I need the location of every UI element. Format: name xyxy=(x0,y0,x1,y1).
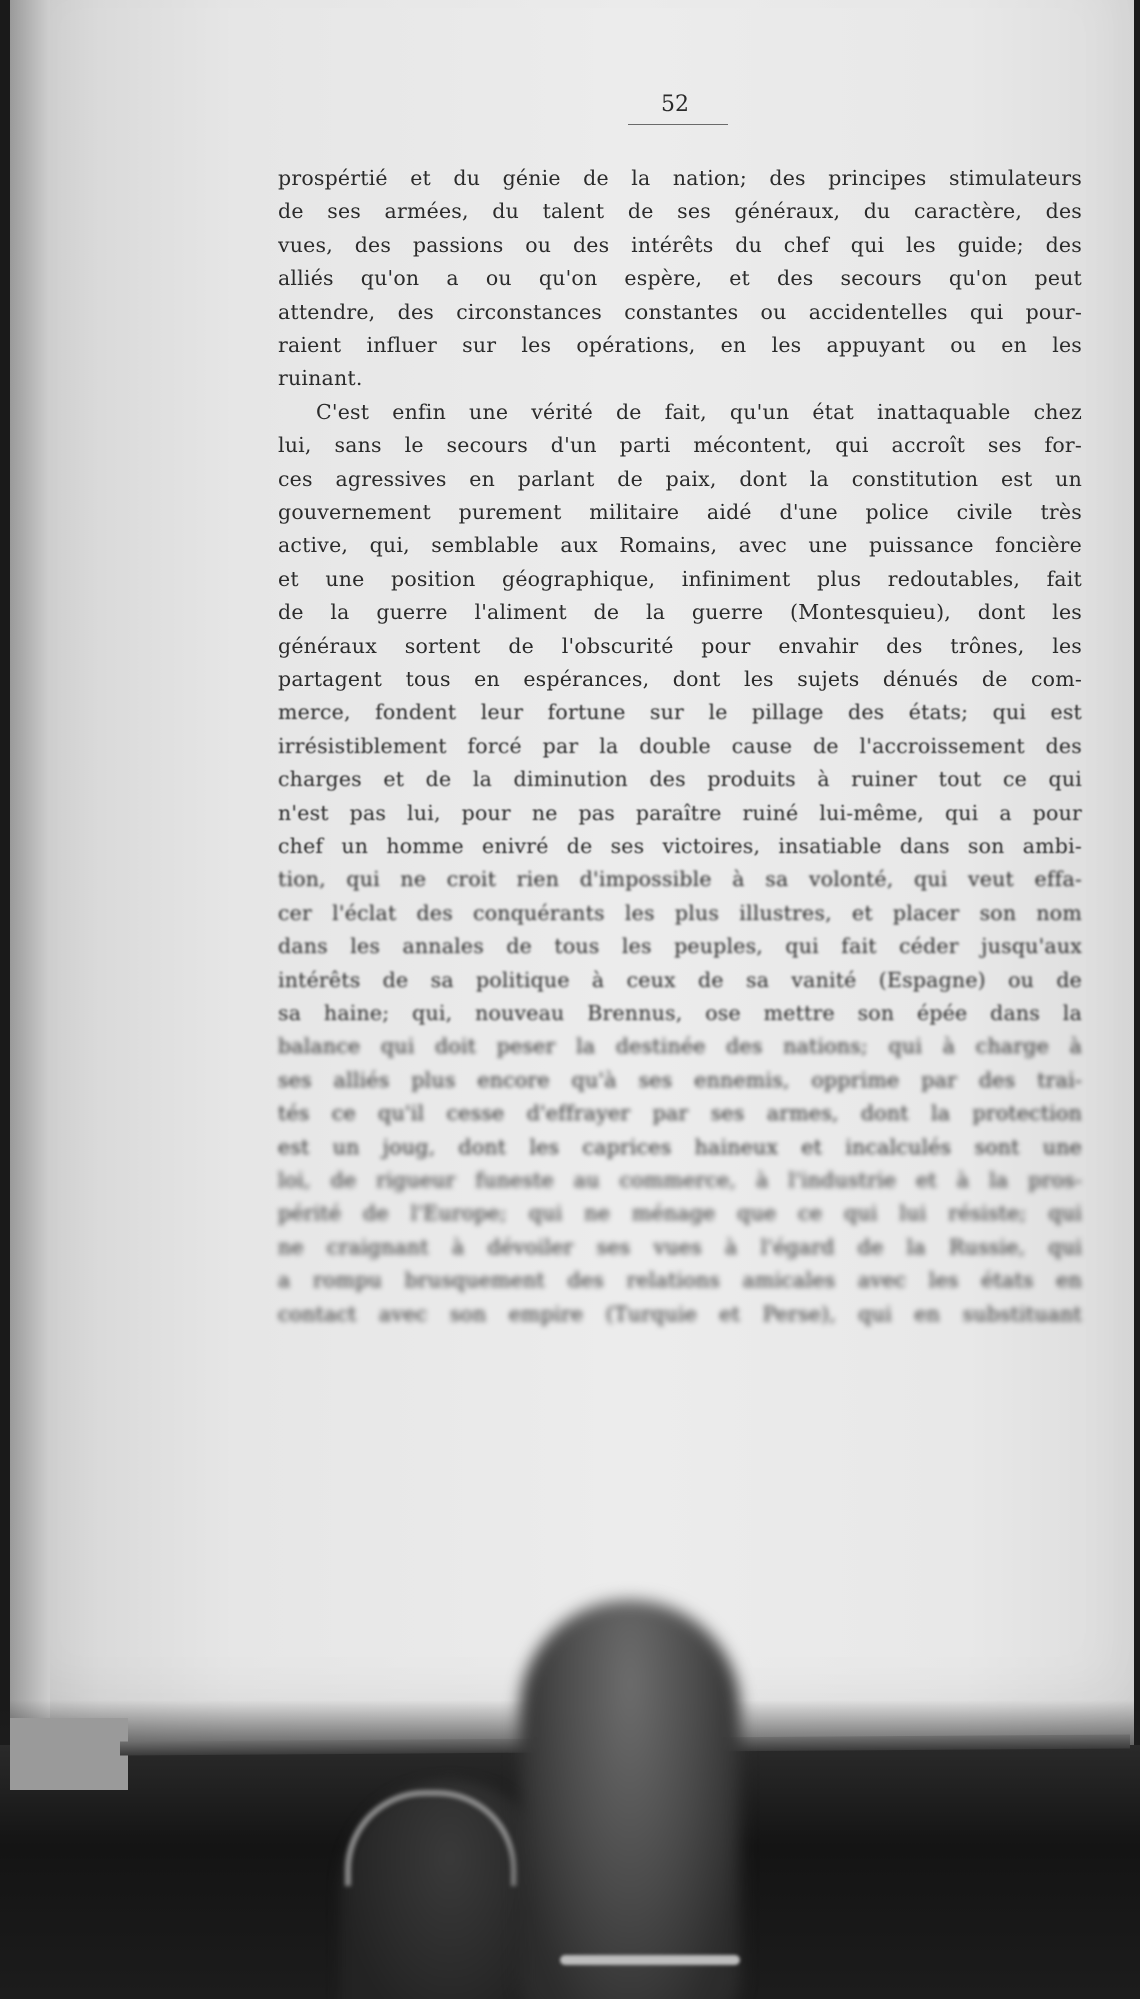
text-line: cer l'éclat des conquérants les plus illustres, et placer son nom xyxy=(278,900,1082,925)
text-line: périté de l'Europe; qui ne ménage que ce qui lui résiste; qui xyxy=(278,1201,1082,1226)
body-text xyxy=(278,158,1082,1513)
text-line: balance qui doit peser la destinée des nations; qui à charge à xyxy=(278,1034,1082,1059)
text-line: contact avec son empire (Turquie et Perse), qui en substituant xyxy=(278,1301,1082,1326)
text-line: intérêts de sa politique à ceux de sa vanité (Espagne) ou de xyxy=(278,967,1082,992)
text-line: prospértié et du génie de la nation; des principes stimulateurs xyxy=(278,166,1082,190)
text-line: est un joug, dont les caprices haineux et incalculés sont une xyxy=(278,1134,1082,1159)
text-line: dans les annales de tous les peuples, qui fait céder jusqu'aux xyxy=(278,934,1082,959)
text-line: merce, fondent leur fortune sur le pillage des états; qui est xyxy=(278,700,1082,725)
page-number-rule xyxy=(628,124,728,125)
grey-tab xyxy=(10,1718,128,1790)
page-gutter-shadow xyxy=(10,0,50,1745)
text-line: ne craignant à dévoiler ses vues à l'égard de la Russie, qui xyxy=(278,1234,1082,1259)
text-line: ses alliés plus encore qu'à ses ennemis, opprime par des trai- xyxy=(278,1067,1082,1092)
text-line: ruinant. xyxy=(278,366,363,391)
text-line: alliés qu'on a ou qu'on espère, et des secours qu'on peut xyxy=(278,266,1082,291)
cable xyxy=(560,1955,740,1965)
text-line: vues, des passions ou des intérêts du chef qui les guide; des xyxy=(278,232,1082,257)
text-line: charges et de la diminution des produits à ruiner tout ce qui xyxy=(278,767,1082,792)
text-line: C'est enfin une vérité de fait, qu'un état inattaquable chez xyxy=(316,399,1082,424)
finger xyxy=(520,1600,740,1999)
text-line: et une position géographique, infiniment plus redoutables, fait xyxy=(278,566,1082,591)
text-line: gouvernement purement militaire aidé d'une police civile très xyxy=(278,500,1082,524)
text-line: chef un homme enivré de ses victoires, insatiable dans son ambi- xyxy=(278,834,1082,858)
text-line: tion, qui ne croit rien d'impossible à sa volonté, qui veut effa- xyxy=(278,867,1082,892)
text-line: irrésistiblement forcé par la double cause de l'accroissement des xyxy=(278,733,1082,758)
text-line: loi, de rigueur funeste au commerce, à l'industrie et à la pros- xyxy=(278,1168,1082,1192)
text-line: attendre, des circonstances constantes ou accidentelles qui pour- xyxy=(278,299,1082,324)
text-line: n'est pas lui, pour ne pas paraître ruiné lui-même, qui a pour xyxy=(278,800,1082,825)
text-line: tés ce qu'il cesse d'effrayer par ses armes, dont la protection xyxy=(278,1101,1082,1126)
text-line: ces agressives en parlant de paix, dont la constitution est un xyxy=(278,466,1082,491)
text-line: généraux sortent de l'obscurité pour envahir des trônes, les xyxy=(278,633,1082,658)
page-number: 52 xyxy=(661,92,689,117)
text-line: sa haine; qui, nouveau Brennus, ose mettre son épée dans la xyxy=(278,1001,1082,1025)
text-line: active, qui, semblable aux Romains, avec une puissance foncière xyxy=(278,533,1082,558)
text-line: lui, sans le secours d'un parti mécontent, qui accroît ses for- xyxy=(278,433,1082,458)
text-line: de la guerre l'aliment de la guerre (Montesquieu), dont les xyxy=(278,600,1082,625)
text-line: partagent tous en espérances, dont les sujets dénués de com- xyxy=(278,667,1082,691)
text-line: raient influer sur les opérations, en les appuyant ou en les xyxy=(278,333,1082,357)
text-line: de ses armées, du talent de ses généraux, du caractère, des xyxy=(278,199,1082,224)
text-line: a rompu brusquement des relations amicales avec les états en xyxy=(278,1268,1082,1293)
